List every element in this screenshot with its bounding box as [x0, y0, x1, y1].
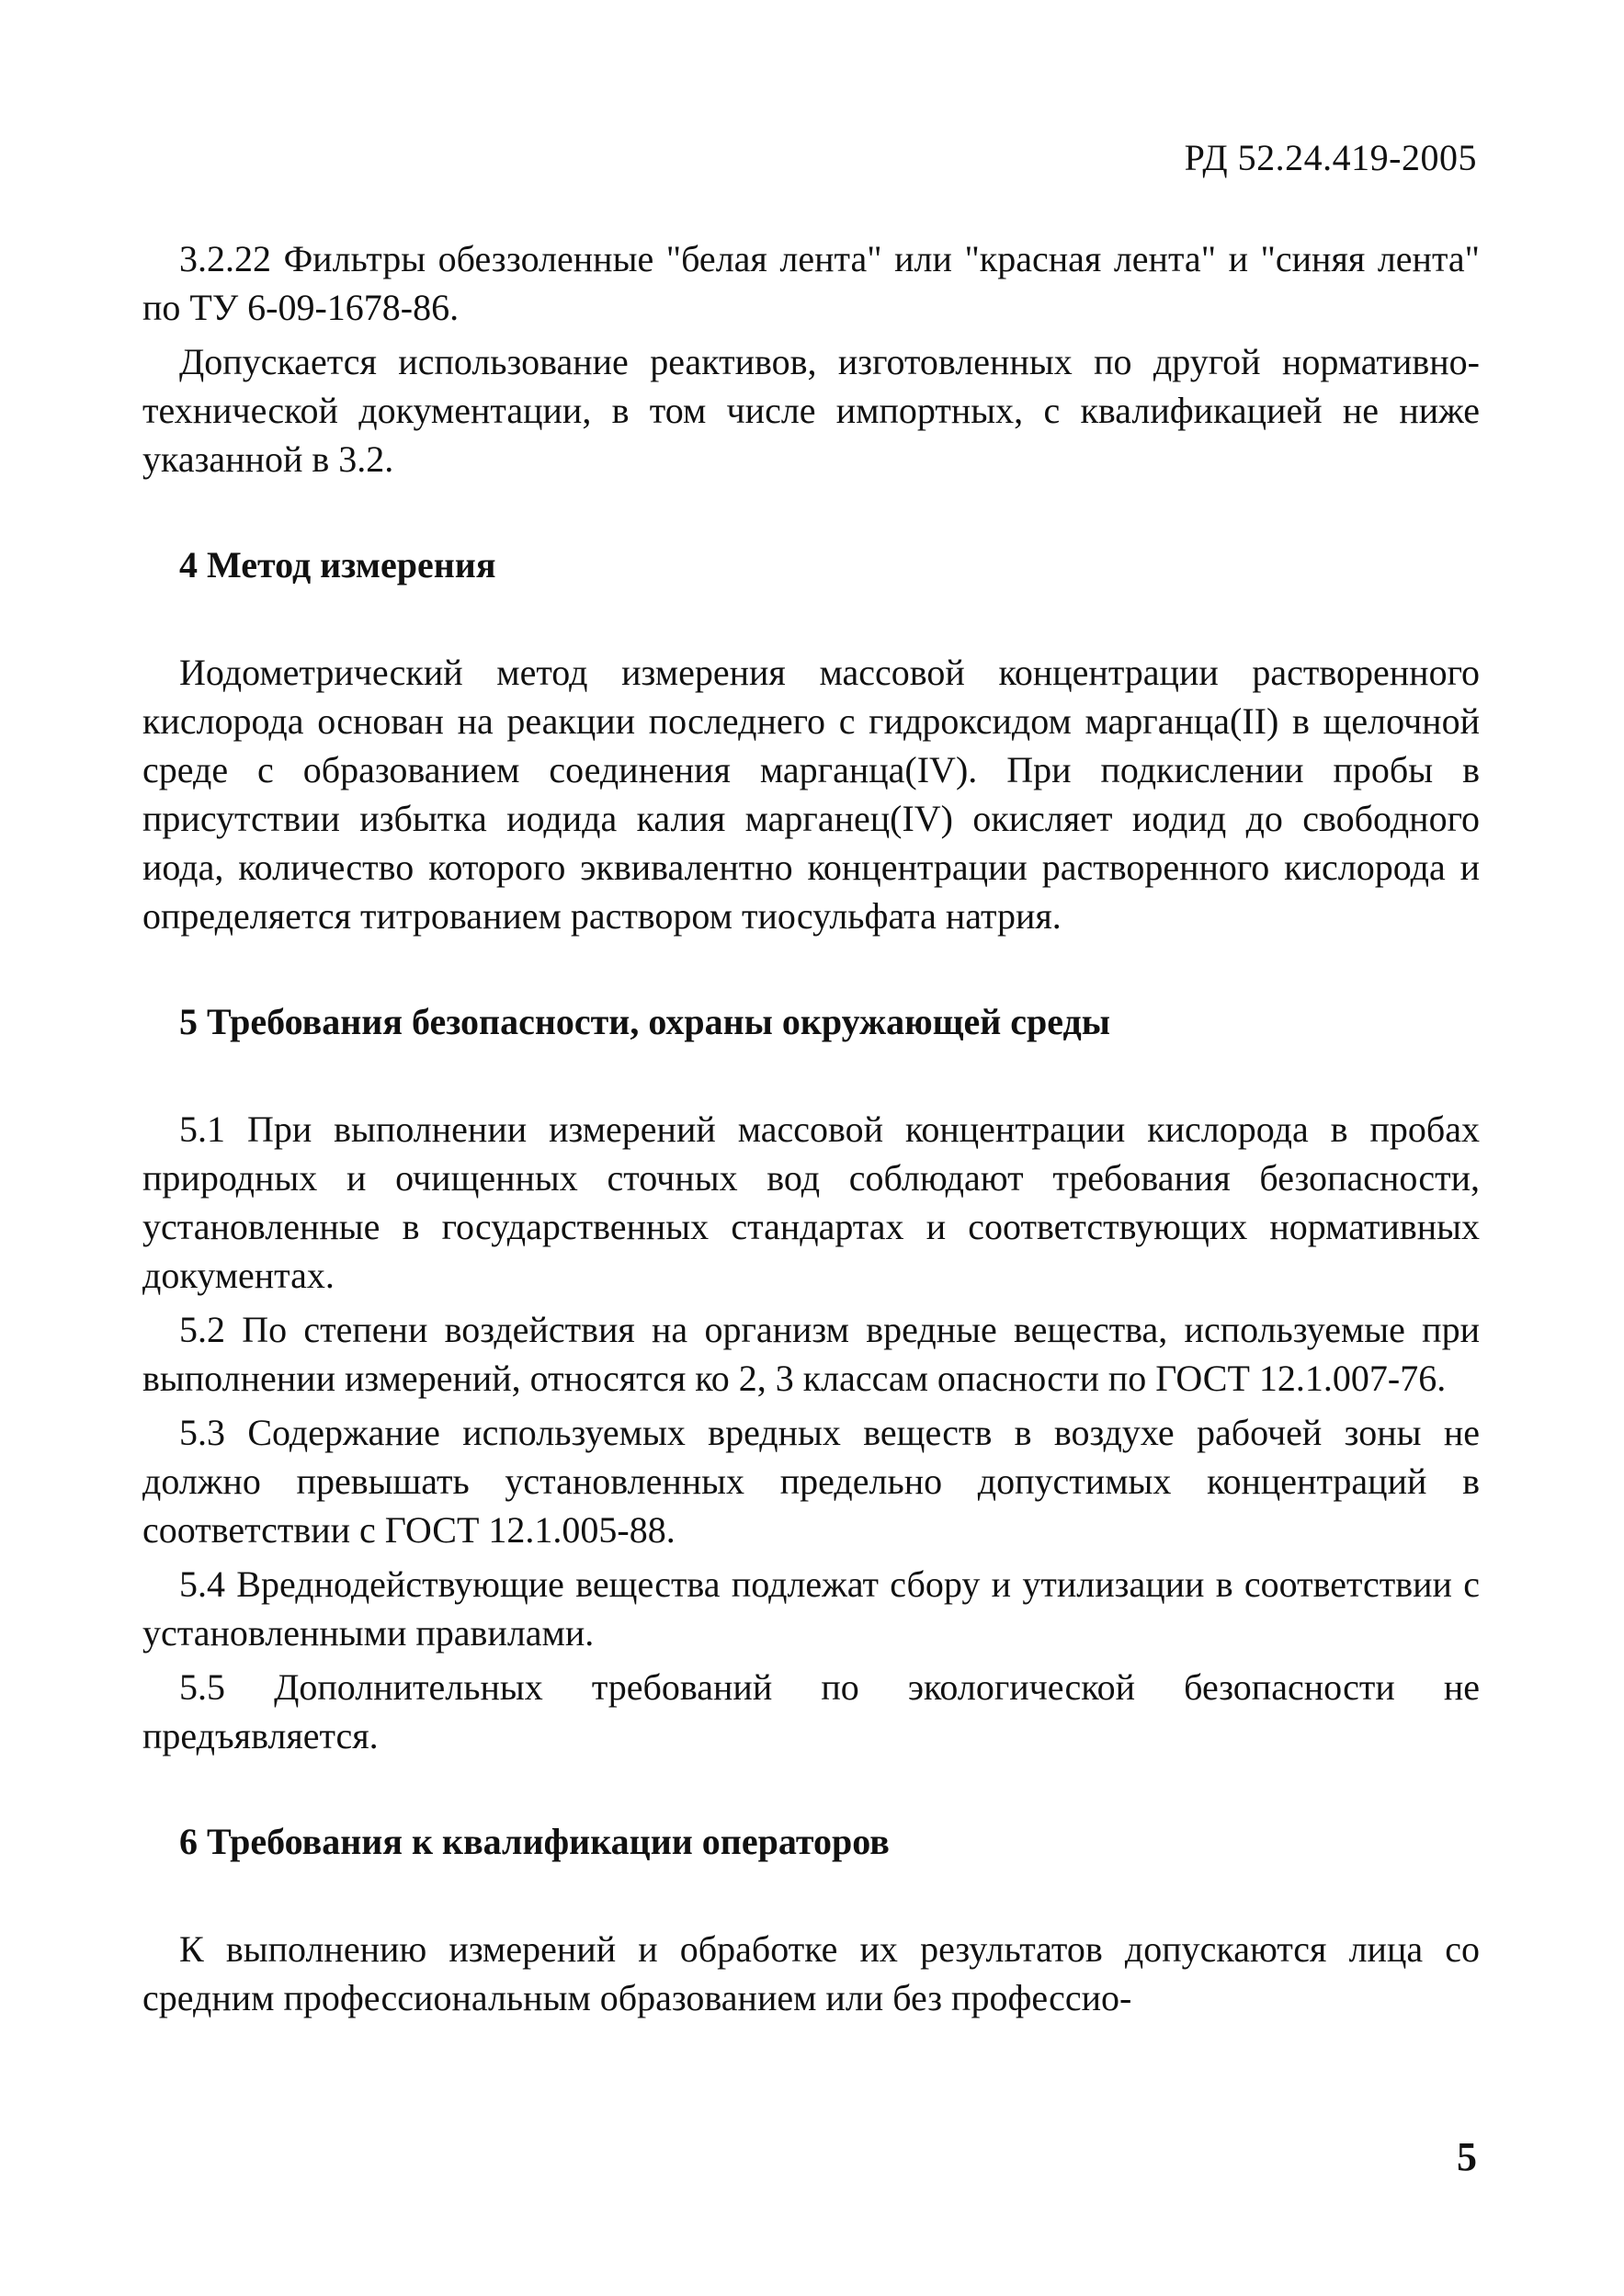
page-number: 5	[1457, 2134, 1477, 2179]
paragraph-operators: К выполнению измерений и обработке их результатов допускаются лица со средним профессиональным образованием или без профессио-	[142, 1928, 1480, 2018]
document-code: РД 52.24.419-2005	[1184, 137, 1477, 178]
paragraph-3-2-22: 3.2.22 Фильтры обеззоленные "белая лента" или "красная лента" и "синяя лента" по ТУ 6-09-1678-86.	[142, 238, 1480, 328]
paragraph-5-2: 5.2 По степени воздействия на организм вредные вещества, используемые при выполнении измерений, относятся ко 2, 3 классам опасности по ГОСТ 12.1.007-76.	[142, 1309, 1480, 1399]
heading-section-4: 4 Метод измерения	[179, 544, 496, 585]
page-content	[142, 234, 1480, 2022]
paragraph-method: Иодометрический метод измерения массовой концентрации растворенного кислорода основан на реакции последнего с гидроксидом марганца(II) в щелочной среде с образованием соединения марганца(IV). При подкислении пробы в присутствии избытка иодида калия марганец(IV) окисляет иодид до свободного иода, количество которого эквивалентно концентрации растворенного кислорода и определяется титрованием раствором тиосульфата натрия.	[142, 652, 1480, 937]
paragraph-5-4: 5.4 Вреднодействующие вещества подлежат сбору и утилизации в соответствии с установленными правилами.	[142, 1563, 1480, 1654]
paragraph-reagents-allowed: Допускается использование реактивов, изготовленных по другой нормативно-технической документации, в том числе импортных, с квалификацией не ниже указанной в 3.2.	[142, 341, 1480, 480]
paragraph-5-3: 5.3 Содержание используемых вредных веществ в воздухе рабочей зоны не должно превышать установленных предельно допустимых концентраций в соответствии с ГОСТ 12.1.005-88.	[142, 1412, 1480, 1551]
heading-section-5: 5 Требования безопасности, охраны окружающей среды	[179, 1001, 1110, 1042]
heading-section-6: 6 Требования к квалификации операторов	[179, 1821, 890, 1862]
paragraph-5-1: 5.1 При выполнении измерений массовой концентрации кислорода в пробах природных и очищенных сточных вод соблюдают требования безопасности, установленные в государственных стандартах и соответствующих нормативных документах.	[142, 1108, 1480, 1296]
paragraph-5-5: 5.5 Дополнительных требований по экологической безопасности не предъявляется.	[142, 1666, 1480, 1756]
